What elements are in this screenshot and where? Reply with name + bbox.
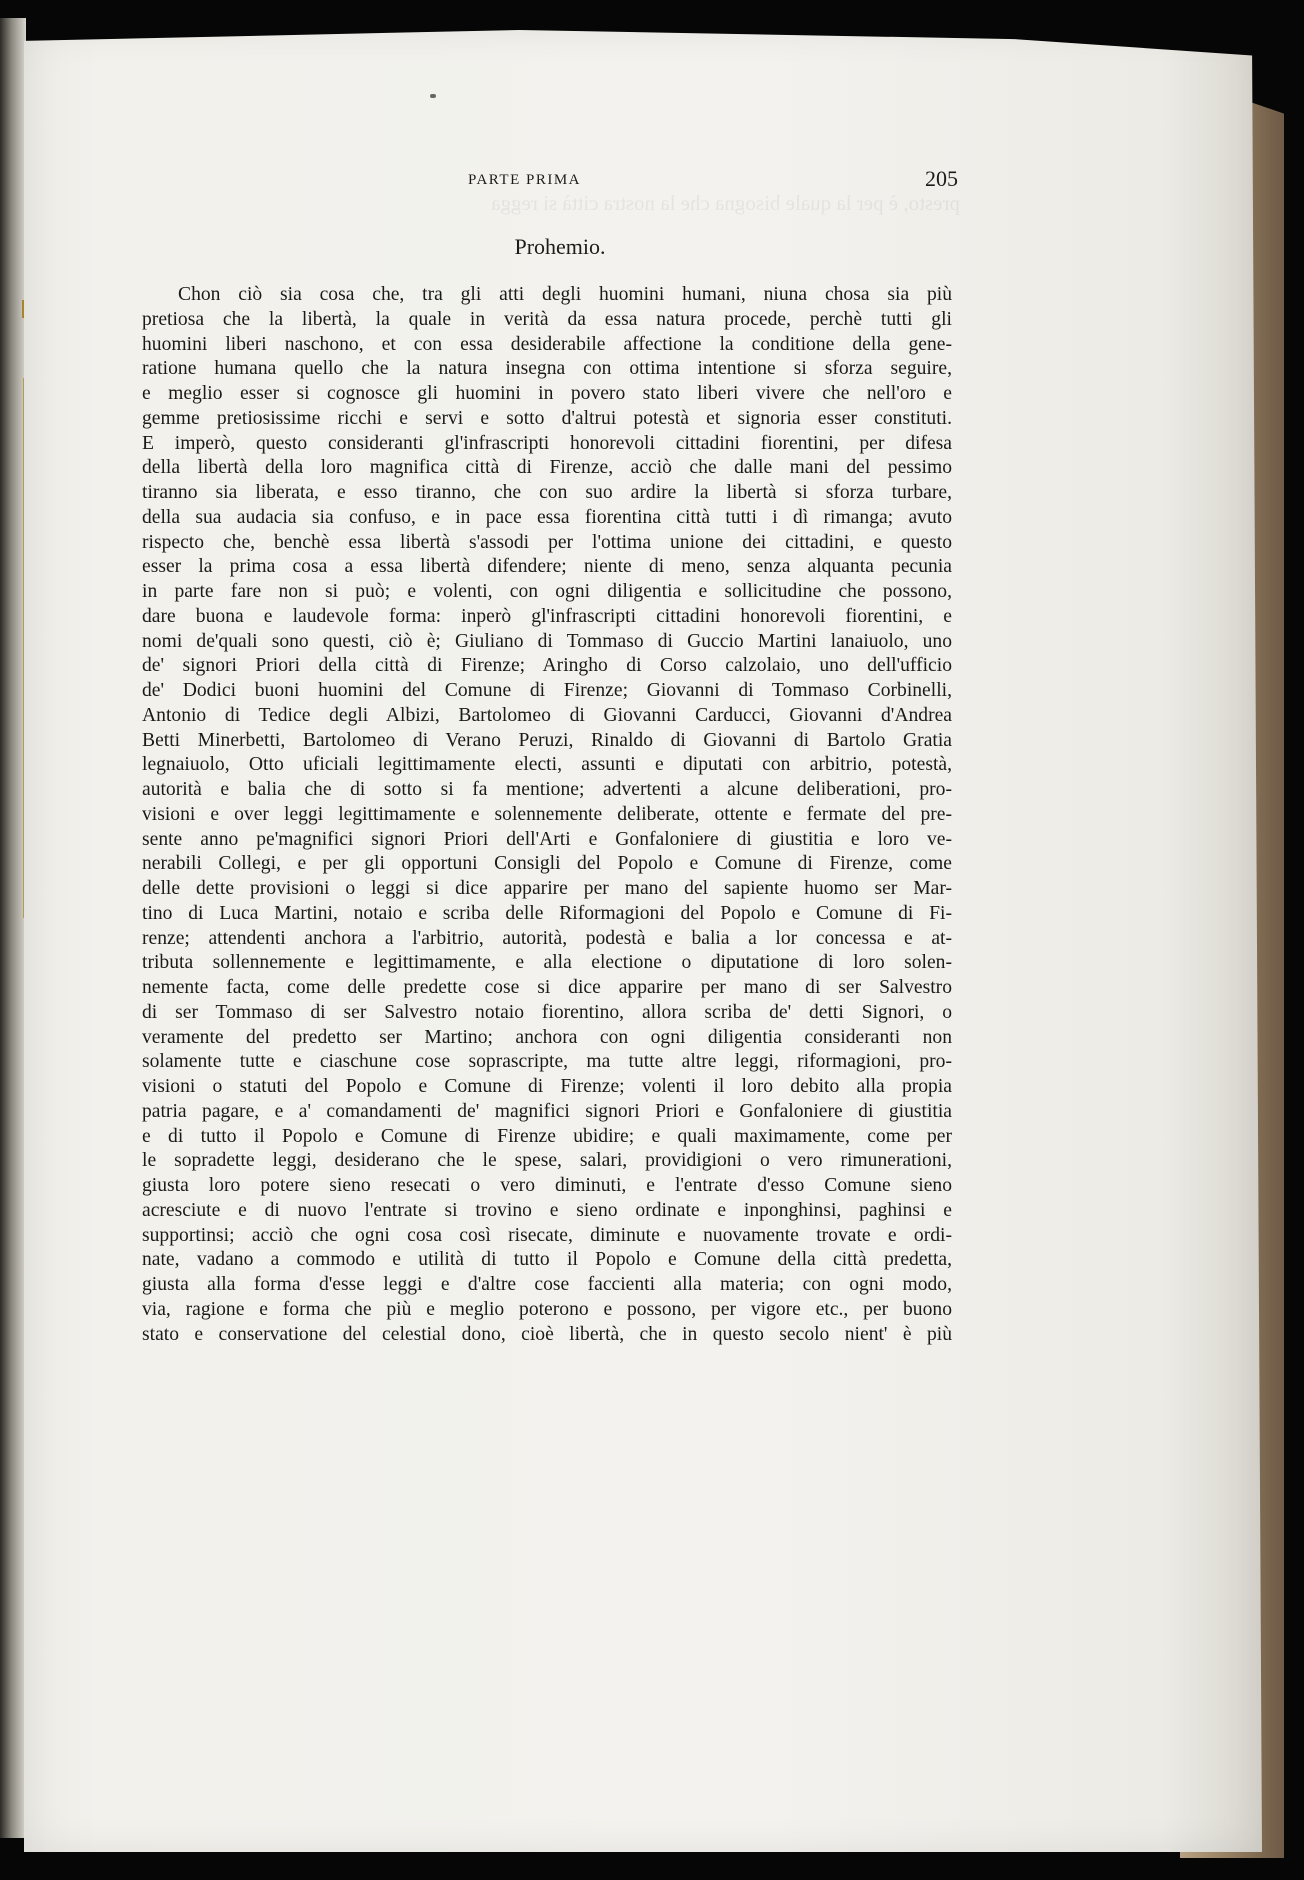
page-number: 205: [925, 166, 958, 191]
text-line: le sopradette leggi, desiderano che le spese, salari, providigioni o vero rimunerationi,: [142, 1150, 952, 1172]
text-line: nomi de'quali sono questi, ciò è; Giuliano di Tommaso di Guccio Martini lanaiuolo, uno: [142, 630, 952, 652]
body-paragraph: [142, 283, 952, 1347]
text-line: via, ragione e forma che più e meglio poterono e possono, per vigore etc., per buono: [142, 1298, 952, 1320]
text-line: nerabili Collegi, e per gli opportuni Consigli del Popolo e Comune di Firenze, come: [142, 853, 952, 875]
text-line: giusta alla forma d'esse leggi e d'altre cose faccienti alla materia; con ogni modo,: [142, 1274, 952, 1295]
text-line: Chon ciò sia cosa che, tra gli atti degli huomini humani, niuna chosa sia più: [178, 284, 952, 305]
text-line: nemente facta, come delle predette cose si dice apparire per mano di ser Salvestro: [142, 977, 952, 998]
text-line: acresciute e di nuovo l'entrate si trovino e sieno ordinate e inponghinsi, paghinsi e: [142, 1199, 952, 1221]
text-line: tino di Luca Martini, notaio e scriba delle Riformagioni del Popolo e Comune di Fi-: [142, 902, 952, 924]
section-title: Prohemio.: [514, 234, 606, 259]
text-line: visioni o statuti del Popolo e Comune di Firenze; volenti il loro debito alla propia: [142, 1076, 952, 1097]
text-line: della sua audacia sia confuso, e in pace essa fiorentina città tutti i dì rimanga; avuto: [142, 506, 952, 528]
text-line: Betti Minerbetti, Bartolomeo di Verano Peruzi, Rinaldo di Giovanni di Bartolo Gratia: [142, 729, 952, 751]
text-line: huomini liberi naschono, et con essa desiderabile affectione la conditione della gene-: [142, 333, 952, 355]
text-line: legnaiuolo, Otto uficiali legittimamente electi, assunti e diputati con arbitrio, potestà,: [142, 754, 952, 776]
text-line: de' signori Priori della città di Firenze; Aringho di Corso calzolaio, uno dell'ufficio: [142, 655, 952, 677]
text-line: gemme pretiosissime ricchi e servi e sotto d'altrui potestà et signoria esser constituti.: [142, 407, 952, 429]
text-line: supportinsi; acciò che ogni cosa così risecate, diminute e nuovamente trovate e ordi-: [142, 1224, 952, 1246]
text-line: rispecto che, benchè essa libertà s'assodi per l'ottima unione dei cittadini, e questo: [142, 531, 952, 553]
paper-speck: [430, 94, 436, 98]
running-head: PARTE PRIMA: [468, 172, 581, 188]
text-line: ratione humana quello che la natura insegna con ottima intentione si sforza seguire,: [142, 358, 952, 380]
text-line: tiranno sia liberata, e esso tiranno, che con suo ardire la libertà si sforza turbare,: [142, 482, 952, 503]
text-line: patria pagare, e a' comandamenti de' magnifici signori Priori e Gonfaloniere di giustitia: [142, 1100, 952, 1122]
text-line: solamente tutte e ciaschune cose soprascripte, ma tutte altre leggi, riformagioni, pro-: [142, 1051, 952, 1073]
text-line: veramente del predetto ser Martino; anchora con ogni diligentia consideranti non: [142, 1026, 952, 1048]
text-line: esser la prima cosa a essa libertà difendere; niente di meno, senza alquanta pecunia: [142, 556, 952, 578]
text-line: e di tutto il Popolo e Comune di Firenze ubidire; e quali maximamente, come per: [142, 1125, 952, 1147]
text-line: E imperò, questo consideranti gl'infrascripti honorevoli cittadini fiorentini, per difesa: [142, 432, 952, 454]
text-line: stato e conservatione del celestial dono, cioè libertà, che in questo secolo nient' è più: [142, 1323, 952, 1345]
text-line: e meglio esser si cognosce gli huomini in povero stato liberi vivere che nell'oro e: [142, 383, 952, 404]
text-line: di ser Tommaso di ser Salvestro notaio fiorentino, allora scriba de' detti Signori, o: [142, 1001, 952, 1023]
text-line: dare buona e laudevole forma: inperò gl'infrascripti cittadini honorevoli fiorentini, e: [142, 605, 952, 627]
text-line: delle dette provisioni o leggi si dice apparire per mano del sapiente huomo ser Mar-: [142, 878, 952, 899]
text-line: sente anno pe'magnifici signori Priori dell'Arti e Gonfaloniere di giustitia e loro ve-: [142, 828, 952, 850]
bleed-through-text: presto, è per la quale bisogna che la nostra città si regga: [491, 191, 960, 215]
text-line: Antonio di Tedice degli Albizi, Bartolomeo di Giovanni Carducci, Giovanni d'Andrea: [142, 704, 952, 726]
text-line: visioni e over leggi legittimamente e solennemente deliberate, ottente e fermate del pre-: [142, 803, 952, 825]
text-line: tributa sollennemente e legittimamente, e alla electione o diputatione di loro solen-: [142, 952, 952, 974]
text-line: giusta loro potere sieno resecati o vero diminuti, e l'entrate d'esso Comune sieno: [142, 1175, 952, 1196]
binding-edge: [0, 18, 26, 1838]
text-line: nate, vadano a commodo e utilità di tutto il Popolo e Comune della città predetta,: [142, 1249, 952, 1271]
text-line: pretiosa che la libertà, la quale in verità da essa natura procede, perchè tutti gli: [142, 308, 952, 330]
text-line: in parte fare non si può; e volenti, con ogni diligentia e sollicitudine che possono,: [142, 581, 952, 602]
text-line: della libertà della loro magnifica città di Firenze, acciò che dalle mani del pessimo: [142, 457, 952, 479]
text-line: renze; attendenti anchora a l'arbitrio, autorità, podestà e balia a lor concessa e at-: [142, 927, 952, 949]
text-line: de' Dodici buoni huomini del Comune di Firenze; Giovanni di Tommaso Corbinelli,: [142, 680, 952, 701]
text-line: autorità e balia che di sotto si fa mentione; advertenti a alcune deliberationi, pro-: [142, 779, 952, 800]
